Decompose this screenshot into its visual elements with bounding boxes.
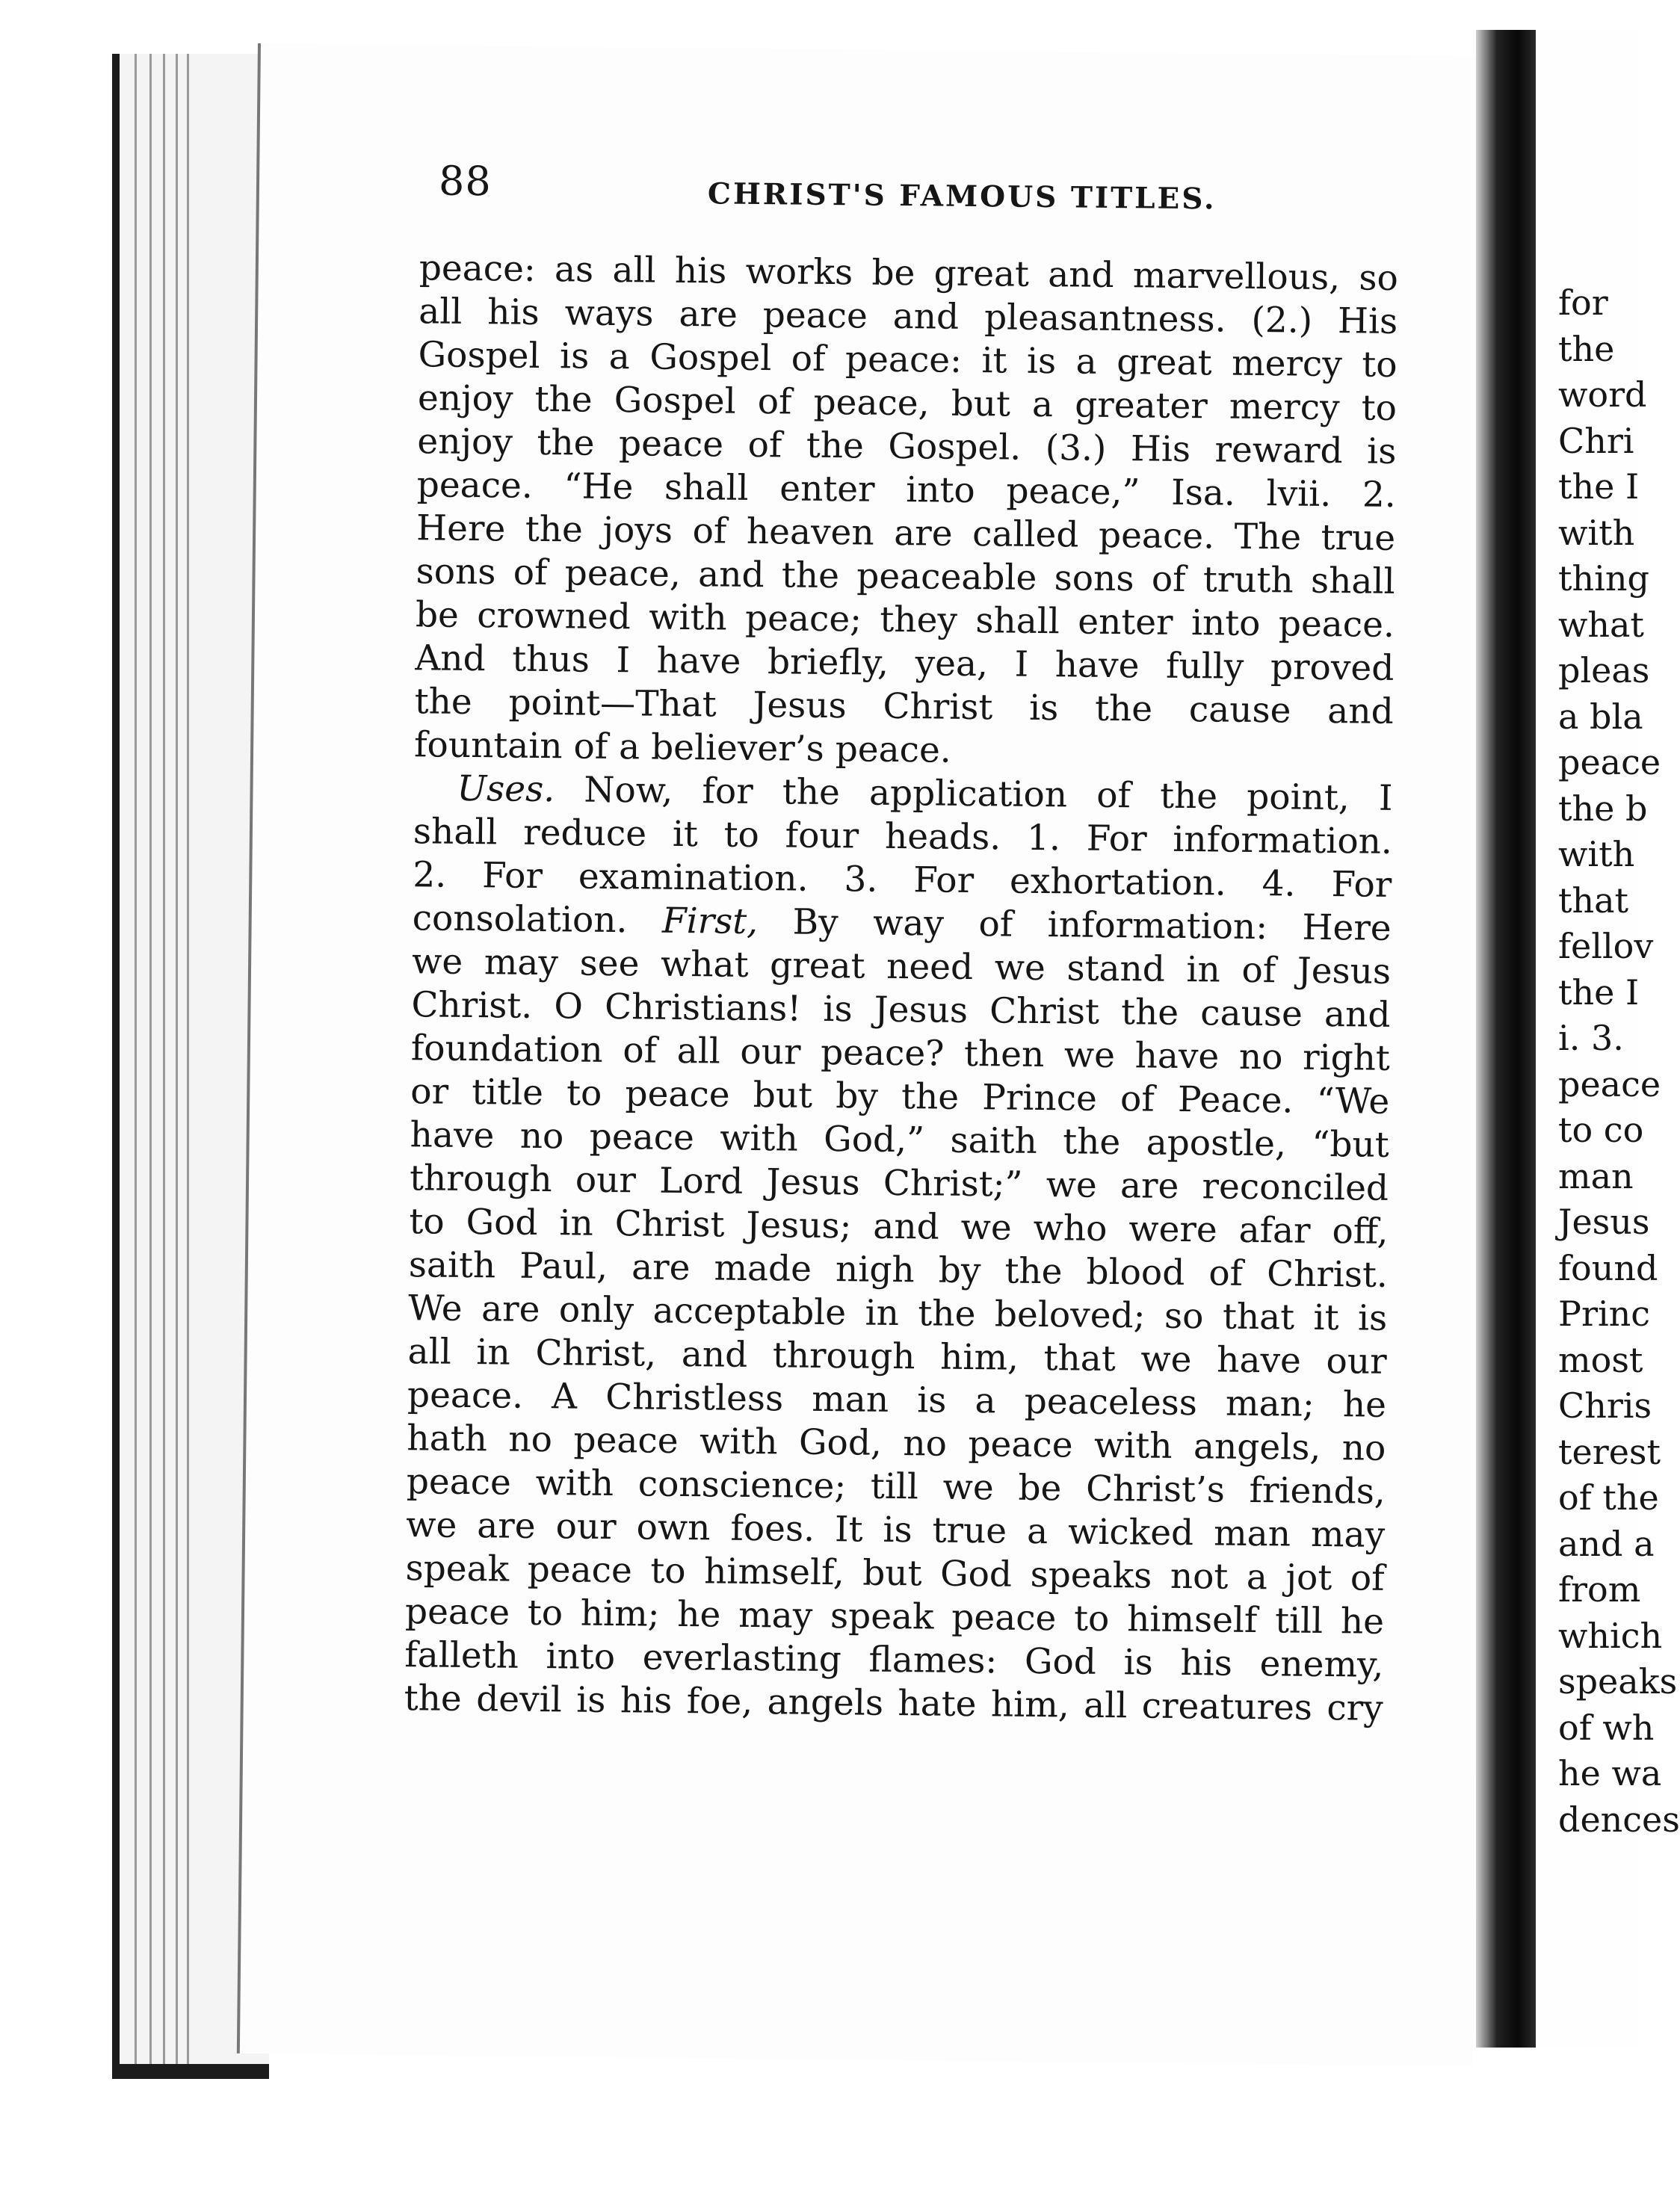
text-line: sons of peace, and the peaceable sons of truth shall bbox=[416, 551, 1395, 602]
right-text-fragment: of the bbox=[1558, 1477, 1659, 1518]
text-line: fountain of a believer’s peace. bbox=[413, 724, 952, 771]
italic-first: First, bbox=[661, 900, 759, 943]
right-text-fragment: he wa bbox=[1558, 1753, 1662, 1793]
text-line: speak peace to himself, but God speaks not a jot of bbox=[405, 1548, 1385, 1599]
text-line: all his ways are peace and pleasantness. (2.) His bbox=[418, 291, 1398, 342]
text-line: peace with conscience; till we be Christ’s friends, bbox=[406, 1461, 1386, 1512]
right-text-fragment: thing bbox=[1558, 558, 1649, 599]
text-line: 2. For examination. 3. For exhortation. 4. For bbox=[413, 854, 1392, 906]
right-text-fragment: speaks bbox=[1558, 1661, 1678, 1702]
right-text-fragment: which bbox=[1558, 1615, 1663, 1656]
text-line-rest: Now, for the application of the point, I bbox=[584, 769, 1393, 819]
text-line: And thus I have briefly, yea, I have fully proved bbox=[415, 637, 1395, 689]
right-text-fragment: dences bbox=[1558, 1799, 1680, 1840]
right-page bbox=[1536, 30, 1680, 2048]
right-text-fragment: that bbox=[1558, 880, 1629, 921]
right-text-fragment: with bbox=[1558, 512, 1635, 553]
text-line: peace to him; he may speak peace to himself till he bbox=[404, 1591, 1385, 1643]
right-text-fragment: fellov bbox=[1558, 926, 1654, 966]
text-line: enjoy the Gospel of peace, but a greater mercy to bbox=[417, 377, 1398, 429]
text-line: be crowned with peace; they shall enter into peace. bbox=[415, 594, 1395, 646]
right-text-fragment: with bbox=[1558, 834, 1635, 874]
text-line: have no peace with God,” saith the apostle, “but bbox=[410, 1114, 1389, 1166]
text-line: hath no peace with God, no peace with angels, no bbox=[407, 1418, 1386, 1469]
text-line: foundation of all our peace? then we have no right bbox=[410, 1028, 1391, 1079]
right-page-text bbox=[1558, 280, 1680, 1843]
body-text bbox=[404, 247, 1399, 1731]
right-text-fragment: what bbox=[1558, 604, 1644, 645]
right-text-fragment: Princ bbox=[1558, 1294, 1651, 1334]
text-line: we may see what great need we stand in of Jesus bbox=[411, 941, 1392, 992]
text-line: the devil is his foe, angels hate him, all creatures cry bbox=[404, 1678, 1384, 1729]
text-line: saith Paul, are made nigh by the blood of Christ. bbox=[408, 1244, 1389, 1296]
scan-bottom-margin bbox=[0, 2139, 1638, 2194]
right-text-fragment: Chri bbox=[1558, 420, 1634, 461]
right-text-fragment: most bbox=[1558, 1339, 1643, 1380]
text-line: peace. A Christless man is a peaceless man; he bbox=[407, 1374, 1387, 1426]
right-text-fragment: Jesus bbox=[1558, 1202, 1650, 1242]
right-text-fragment: the b bbox=[1558, 788, 1648, 829]
text-line: the point—That Jesus Christ is the cause and bbox=[414, 681, 1395, 732]
right-text-fragment: pleas bbox=[1558, 650, 1650, 690]
right-text-fragment: the bbox=[1558, 328, 1615, 369]
text-line: shall reduce it to four heads. 1. For information. bbox=[413, 811, 1393, 862]
text-line: to God in Christ Jesus; and we who were afar off, bbox=[409, 1201, 1389, 1252]
italic-uses: Uses. bbox=[457, 767, 555, 811]
text-line: We are only acceptable in the beloved; so that it is bbox=[407, 1288, 1388, 1339]
running-title: CHRIST'S FAMOUS TITLES. bbox=[707, 176, 1217, 217]
right-text-fragment: of wh bbox=[1558, 1707, 1655, 1748]
left-page bbox=[237, 43, 1494, 2066]
right-text-fragment: the I bbox=[1558, 971, 1640, 1013]
text-line: or title to peace but by the Prince of Peace. “We bbox=[410, 1071, 1390, 1122]
text-line: all in Christ, and through him, that we have our bbox=[407, 1331, 1387, 1382]
book-gutter bbox=[1476, 30, 1536, 2048]
right-text-fragment: from bbox=[1558, 1569, 1641, 1610]
text-line: Christ. O Christians! is Jesus Christ the cause and bbox=[411, 984, 1391, 1036]
right-text-fragment: for bbox=[1558, 282, 1608, 323]
text-line: falleth into everlasting flames: God is his enemy, bbox=[404, 1634, 1384, 1686]
text-line: Gospel is a Gospel of peace: it is a great mercy to bbox=[418, 334, 1398, 386]
right-text-fragment: found bbox=[1558, 1247, 1658, 1288]
text-line: Here the joys of heaven are called peace. The true bbox=[416, 507, 1396, 559]
text-line-consolation: consolation. bbox=[412, 897, 628, 942]
right-text-fragment: the I bbox=[1558, 466, 1640, 507]
right-text-fragment: peace bbox=[1558, 742, 1661, 782]
page-header bbox=[439, 158, 1426, 228]
right-text-fragment: and a bbox=[1558, 1523, 1655, 1564]
right-text-fragment: man bbox=[1558, 1155, 1634, 1196]
right-text-fragment: peace bbox=[1558, 1063, 1661, 1104]
right-text-fragment: Chris bbox=[1558, 1385, 1652, 1426]
right-text-fragment: a bla bbox=[1558, 696, 1643, 737]
text-line: through our Lord Jesus Christ;” we are reconciled bbox=[409, 1158, 1389, 1209]
right-text-fragment: terest bbox=[1558, 1431, 1661, 1472]
right-text-fragment: word bbox=[1558, 374, 1647, 415]
text-line: enjoy the peace of the Gospel. (3.) His reward is bbox=[417, 421, 1397, 472]
page-number: 88 bbox=[438, 157, 492, 206]
text-line: peace: as all his works be great and marvellous, so bbox=[419, 247, 1399, 299]
right-text-fragment: to co bbox=[1558, 1110, 1644, 1150]
text-line-rest: By way of information: Here bbox=[792, 901, 1392, 949]
text-line: we are our own foes. It is true a wicked man may bbox=[405, 1504, 1386, 1556]
text-line: peace. “He shall enter into peace,” Isa. lvii. 2. bbox=[416, 464, 1397, 516]
right-text-fragment: i. 3. bbox=[1558, 1018, 1624, 1058]
